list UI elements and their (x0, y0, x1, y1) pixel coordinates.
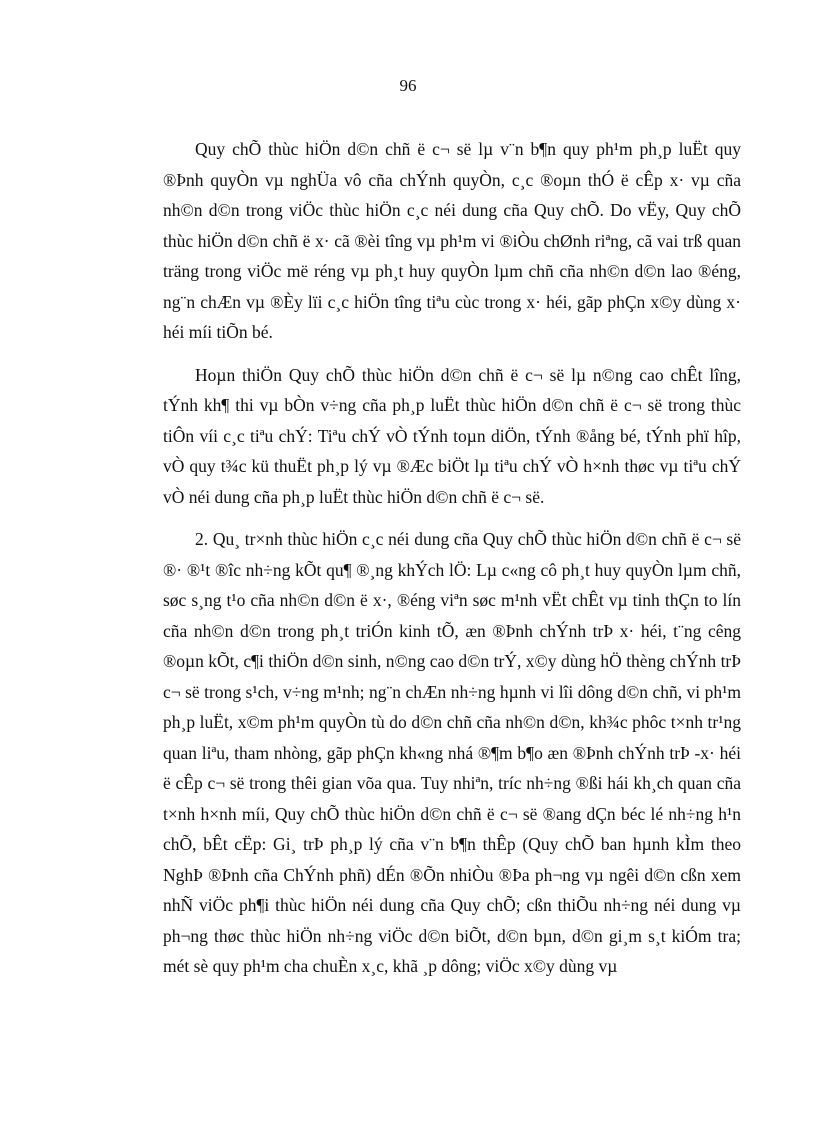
paragraph-3: 2. Qu¸ tr×nh thùc hiÖn c¸c néi dung cña Quy chÕ thùc hiÖn d©n chñ ë c¬ së ®· ®¹t ®îc nh÷ng kÕt qu¶ ®¸ng khÝch lÖ: Lµ c«ng cô ph¸t huy quyÒn lµm chñ, søc s¸ng t¹o cña nh©n d©n ë x·, ®éng viªn søc m¹nh vËt chÊt vµ tinh thÇn to lín cña nh©n d©n trong ph¸t triÓn kinh tÕ, æn ®Þnh chÝnh trÞ x· héi, t¨ng cêng ®oµn kÕt, c¶i thiÖn d©n sinh, n©ng cao d©n trÝ, x©y dùng hÖ thèng chÝnh trÞ c¬ së trong s¹ch, v÷ng m¹nh; ng¨n chÆn nh÷ng hµnh vi lîi dông d©n chñ, vi ph¹m ph¸p luËt, x©m ph¹m quyÒn tù do d©n chñ cña nh©n d©n, kh¾c phôc t×nh tr¹ng quan liªu, tham nhòng, gãp phÇn kh«ng nhá ®¶m b¶o æn ®Þnh chÝnh trÞ -x· héi ë cÊp c¬ së trong thêi gian võa qua. Tuy nhiªn, tríc nh÷ng ®ßi hái kh¸ch quan cña t×nh h×nh míi, Quy chÕ thùc hiÖn d©n chñ ë c¬ së ®ang dÇn béc lé nh÷ng h¹n chÕ, bÊt cËp: Gi¸ trÞ ph¸p lý cña v¨n b¶n thÊp (Quy chÕ ban hµnh kÌm theo NghÞ ®Þnh cña ChÝnh phñ) dÉn ®Õn nhiÒu ®Þa ph¬ng vµ ngêi d©n cßn xem nhÑ viÖc ph¶i thùc hiÖn néi dung cña Quy chÕ; cßn thiÕu nh÷ng néi dung vµ ph¬ng thøc thùc hiÖn nh÷ng viÖc d©n biÕt, d©n bµn, d©n gi¸m s¸t kiÓm tra; mét sè quy ph¹m cha chuÈn x¸c, khã ¸p dông; viÖc x©y dùng vµ (163, 529, 741, 976)
body-text (163, 134, 741, 994)
page-number: 96 (399, 76, 417, 95)
paragraph-1: Quy chÕ thùc hiÖn d©n chñ ë c¬ së lµ v¨n b¶n quy ph¹m ph¸p luËt quy ®Þnh quyÒn vµ nghÜa vô cña chÝnh quyÒn, c¸c ®oµn thÓ ë cÊp x· vµ cña nh©n d©n trong viÖc thùc hiÖn c¸c néi dung cña Quy chÕ. Do vËy, Quy chÕ thùc hiÖn d©n chñ ë x· cã ®èi tîng vµ ph¹m vi ®iÒu chØnh riªng, cã vai trß quan träng trong viÖc më réng vµ ph¸t huy quyÒn lµm chñ cña nh©n d©n lao ®éng, ng¨n chÆn vµ ®Èy lïi c¸c hiÖn tîng tiªu cùc trong x· héi, gãp phÇn x©y dùng x· héi míi tiÕn bé. (163, 139, 741, 342)
paragraph-2: Hoµn thiÖn Quy chÕ thùc hiÖn d©n chñ ë c¬ së lµ n©ng cao chÊt lîng, tÝnh kh¶ thi vµ bÒn v÷ng cña ph¸p luËt thùc hiÖn d©n chñ ë c¬ së trong thùc tiÔn víi c¸c tiªu chÝ: Tiªu chÝ vÒ tÝnh toµn diÖn, tÝnh ®ång bé, tÝnh phï hîp, vÒ quy t¾c kü thuËt ph¸p lý vµ ®Æc biÖt lµ tiªu chÝ vÒ h×nh thøc vµ tiªu chÝ vÒ néi dung cña ph¸p luËt thùc hiÖn d©n chñ ë c¬ së. (163, 364, 741, 507)
